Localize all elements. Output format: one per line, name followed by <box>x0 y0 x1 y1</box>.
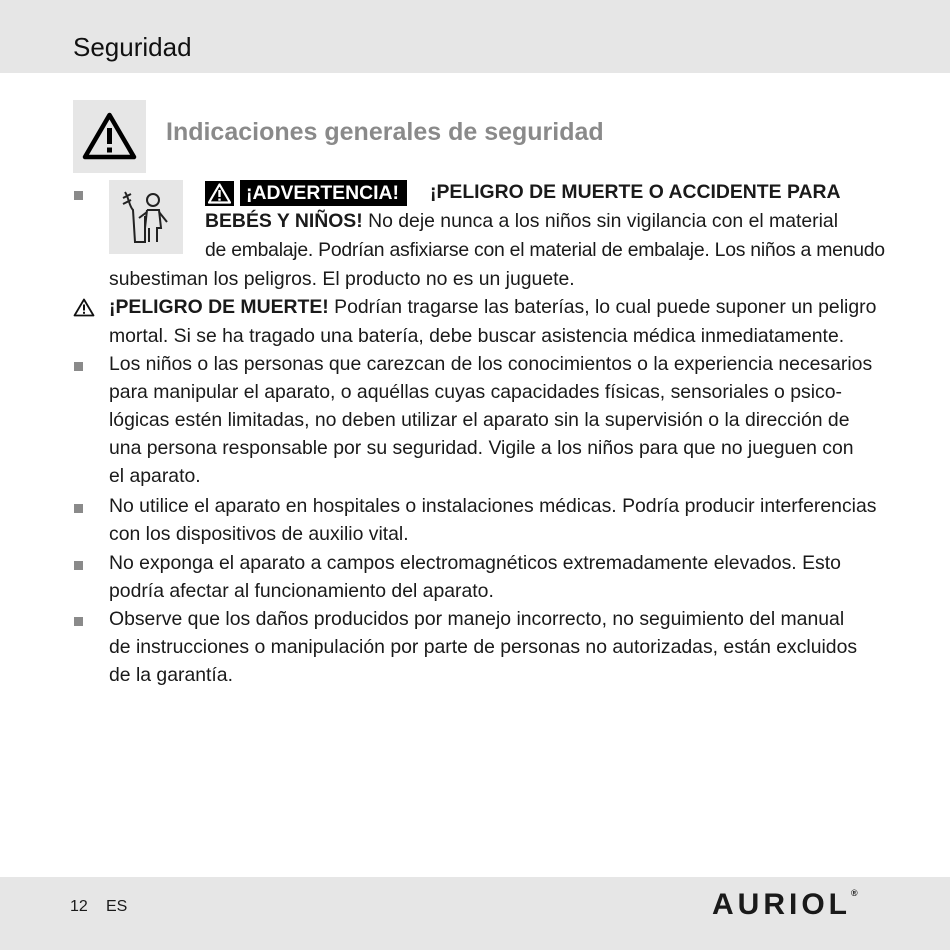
battery-line-2: mortal. Si se ha tragado una batería, debe buscar asistencia médica inmediatamente. <box>109 325 845 347</box>
heading-icon-box <box>73 100 146 173</box>
warning-line-2-rest: No deje nunca a los niños sin vigilancia con el material <box>362 210 839 232</box>
list-item-line: podría afectar al funcionamiento del aparato. <box>109 580 494 602</box>
list-item-line: No exponga el aparato a campos electromagnéticos extremadamente elevados. Esto <box>109 552 841 574</box>
list-item-line: Los niños o las personas que carezcan de los conocimientos o la experiencia necesarios <box>109 353 873 375</box>
list-item-line: una persona responsable por su seguridad. Vigile a los niños para que no jueguen con <box>109 437 854 459</box>
battery-line-1-rest: Podrían tragarse las baterías, lo cual puede suponer un peligro <box>328 296 877 318</box>
list-item-line: de instrucciones o manipulación por parte de personas no autorizadas, están excluidos <box>109 636 858 658</box>
list-item-line: lógicas estén limitadas, no deben utilizar el aparato sin la supervisión o la dirección de <box>109 409 850 431</box>
child-packaging-icon <box>119 188 173 246</box>
brand-name: AURIOL <box>712 888 851 921</box>
warning-line-1: ¡PELIGRO DE MUERTE O ACCIDENTE PARA <box>430 181 841 203</box>
bullet <box>74 561 83 570</box>
list-item-line: No utilice el aparato en hospitales o instalaciones médicas. Podría producir interferencias <box>109 495 877 517</box>
list-item-line: para manipular el aparato, o aquéllas cuyas capacidades físicas, sensoriales o psico- <box>109 381 842 403</box>
brand-logo <box>712 888 858 922</box>
brand-registered-mark: ® <box>851 888 858 898</box>
bullet <box>74 362 83 371</box>
warning-label: ¡ADVERTENCIA! <box>240 180 407 206</box>
section-heading: Indicaciones generales de seguridad <box>166 118 604 146</box>
warning-line-4: subestiman los peligros. El producto no es un juguete. <box>109 268 575 290</box>
bullet <box>74 504 83 513</box>
language-code: ES <box>106 898 128 915</box>
page-number: 12 <box>70 898 88 915</box>
warning-triangle-icon <box>82 112 137 160</box>
warning-line-2 <box>205 207 838 236</box>
battery-line-1 <box>109 293 876 322</box>
list-item-line: de la garantía. <box>109 664 233 686</box>
warning-line-2-bold: BEBÉS Y NIÑOS! <box>205 210 363 232</box>
warning-line-3: de embalaje. Podrían asfixiarse con el material de embalaje. Los niños a menudo <box>205 239 885 261</box>
warning-badge-icon-box <box>205 181 234 206</box>
child-packaging-box <box>109 180 183 254</box>
battery-bold: ¡PELIGRO DE MUERTE! <box>109 296 329 318</box>
warning-triangle-icon <box>208 183 231 204</box>
list-item-line: Observe que los daños producidos por manejo incorrecto, no seguimiento del manual <box>109 608 845 630</box>
section-title: Seguridad <box>73 32 192 62</box>
list-item-line: el aparato. <box>109 465 201 487</box>
bullet <box>74 617 83 626</box>
bullet <box>74 191 83 200</box>
warning-triangle-icon <box>73 298 95 317</box>
list-item-line: con los dispositivos de auxilio vital. <box>109 523 409 545</box>
